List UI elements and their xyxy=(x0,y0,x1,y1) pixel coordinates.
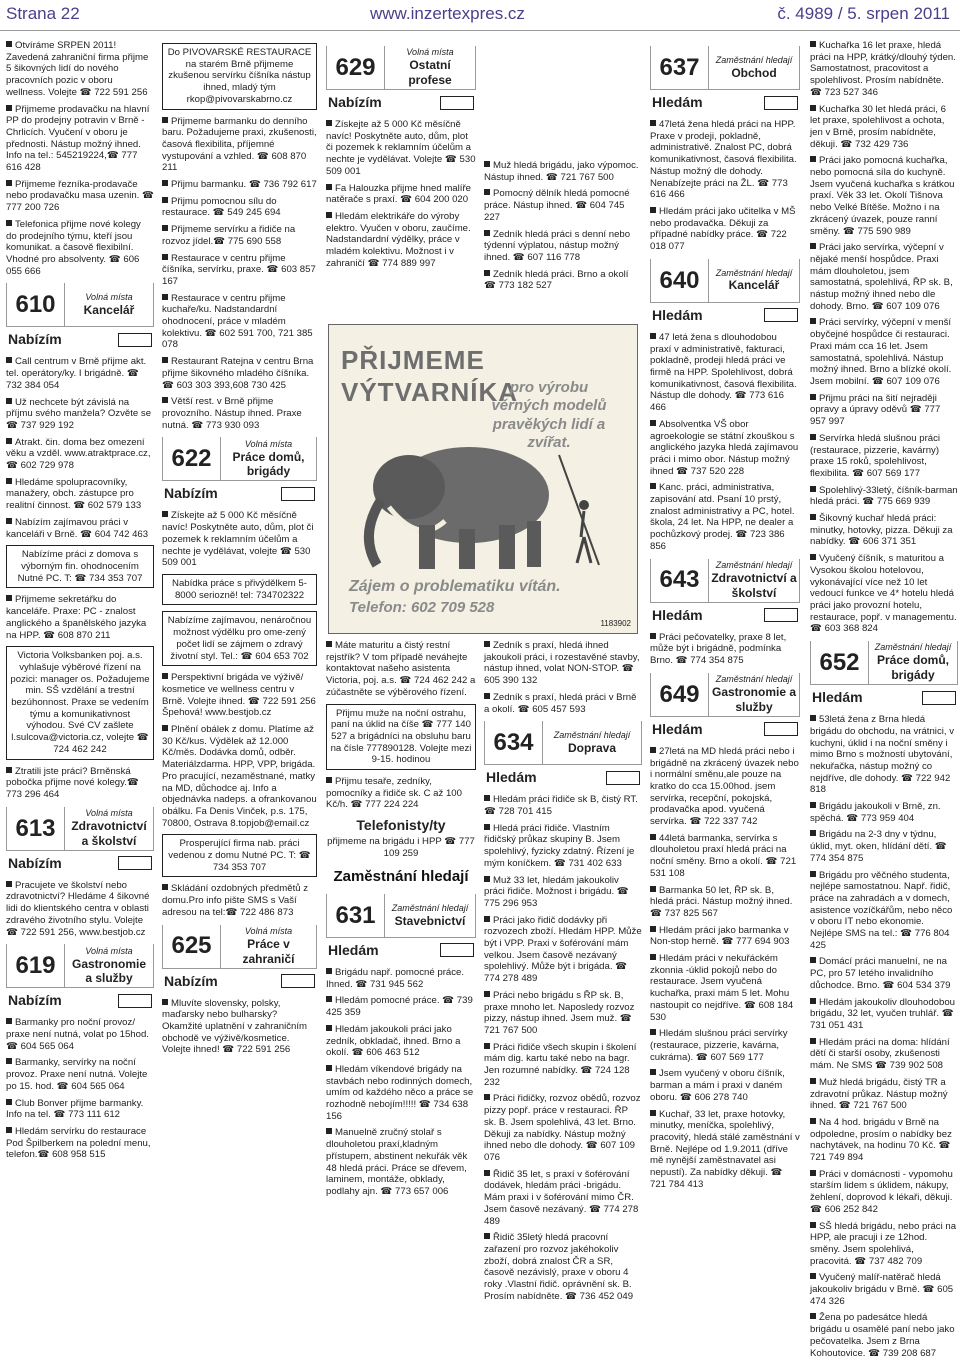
category-649: 649 Zaměstnání hledají Gastronomie a služby Hledám xyxy=(650,673,800,742)
bullet-icon xyxy=(650,420,656,426)
bullet-icon xyxy=(810,1222,816,1228)
bullet-icon xyxy=(326,1128,332,1134)
bullet-icon xyxy=(484,189,490,195)
bullet-icon xyxy=(810,998,816,1004)
category-631: 631 Zaměstnání hledají Stavebnictví Hledám xyxy=(326,894,476,963)
ad-item: Žena po padesátce hledá brigádu u osamělé paní nebo jako pečovatelka. Jsem z Brna Kohoutovice. ☎ 739 208 687 xyxy=(810,1312,955,1359)
arrow-icon xyxy=(764,96,798,110)
category-622: 622 Volná místa Práce domů, brigády Nabízím xyxy=(162,437,317,506)
mammoth-illustration xyxy=(349,425,609,575)
column-2 xyxy=(162,40,317,1318)
ad-item: Hledám elektrikáře do výroby elektro. Vyučen v oboru, zaučíme. Nadstandardní výdělky, práce v mladém kolektivu. Možnost i v zahraničí ☎ 774 889 997 xyxy=(326,211,471,269)
ad-item: 27letá na MD hledá práci nebo i brigádně na zkrácený úvazek nebo i normální směnu,ale pouze na kratko do cca 15.00hod. jsem servírka, recepční, pokojská, prodavačka apod. vyučená servírka. ☎ 722 337 742 xyxy=(650,745,799,828)
ad-item: Hledám práci jako barmanka v Non-stop herně. ☎ 777 694 903 xyxy=(650,924,790,948)
bullet-icon xyxy=(6,1127,12,1133)
arrow-icon xyxy=(764,722,798,736)
category-610: 610 Volná místa Kancelář Nabízím xyxy=(6,283,154,352)
bullet-icon xyxy=(810,243,816,249)
site-url[interactable]: www.inzertexpres.cz xyxy=(370,4,525,23)
poster-subline: pro výrobu věrných modelů pravěkých lidí a zvířat. xyxy=(491,379,607,451)
issue-date: č. 4989 / 5. srpen 2011 xyxy=(777,4,950,23)
ad-item: Kuchařka 30 let hledá práci, 6 let praxe, spolehlivost a ochota, jen v Brně, prosím nabídněte, děkuji. ☎ 732 429 736 xyxy=(810,103,946,150)
ad-item: Práci v domácnosti - vypomohu starším lidem s úklidem, nákupy, žehlení, doprovod k lékaři, děkuji. ☎ 606 252 842 xyxy=(810,1168,953,1215)
bullet-icon xyxy=(484,641,490,647)
ad-item: Barmanka 50 let, ŘP sk. B, hledá práci. Nástup možný ihned. ☎ 737 825 567 xyxy=(650,884,793,919)
ad-item: Přijmeme barmanku do denního baru. Požadujeme praxi, zkušenosti, časová flexibilita, příjemné vystupování a vzhled. ☎ 608 870 211 xyxy=(162,115,317,174)
bullet-icon xyxy=(162,254,168,260)
bullet-icon xyxy=(6,180,12,186)
ad-item: Práci servírky, výčepní v menší obyčejné hospůdce či restauraci. Praxi mám cca 16 let. Jsem samostatná, spolehlivá. Nástup možný ihned. Brno a blízké okolí. Jsem mobilní. ☎ 607 109 076 xyxy=(810,317,952,387)
ad-item: Pracujete ve školství nebo zdravotnictví? Hledáme 4 šikovné lidi do klientského centra v oblasti zdravého životního stylu. Volejte ☎ 722 591 256, www.bestjob.cz xyxy=(6,879,150,938)
bullet-icon xyxy=(484,230,490,236)
ad-item: Hledám pomocné práce. ☎ 739 425 359 xyxy=(326,995,473,1019)
ad-item: Barmanky pro noční provoz/ praxe není nutná, volat po 15hod. ☎ 604 565 064 xyxy=(6,1017,149,1052)
category-619: 619 Volná místa Gastronomie a služby Nabízím xyxy=(6,944,154,1013)
bullet-icon xyxy=(162,117,168,123)
header-rule xyxy=(0,30,960,31)
bullet-icon xyxy=(326,1025,332,1031)
ad-item: SŠ hledá brigádu, nebo práci na HPP, ale pracuji i ze 12hod. směny. Jsem spolehlivá, pracovitá. ☎ 737 482 709 xyxy=(810,1220,957,1267)
telefonisty-ad-line: přijmeme na brigádu i HPP ☎ 777 109 259 xyxy=(327,836,475,859)
bullet-icon xyxy=(484,1170,490,1176)
bullet-icon xyxy=(484,693,490,699)
ad-item: Kuchař, 33 let, praxe hotovky, minutky, meníčka, spolehlivý, pracovitý, hledá stálé zaměstnání v Brně. Nejlépe od 1.9.2011 (dříve mě nynější zaměstnavatel asi nepustí). Za nabídky děkuji. ☎ 721 784 413 xyxy=(650,1108,800,1190)
ad-item: Muž hledá brigádu, čistý TR a zdravotní průkaz. Nástup možný ihned. ☎ 721 767 500 xyxy=(810,1076,948,1112)
bullet-icon xyxy=(484,795,490,801)
bullet-icon xyxy=(162,673,168,679)
bullet-icon xyxy=(810,156,816,162)
ad-item: Hledám jakoukoliv dlouhodobou brigádu, 32 let, vyučen truhlář. ☎ 731 051 431 xyxy=(810,996,956,1031)
category-640: 640 Zaměstnání hledají Kancelář Hledám xyxy=(650,259,800,328)
ad-item: Skládání ozdobných předmětů z domu.Pro info pište SMS s Vaší adresou na tel:☎ 722 486 873 xyxy=(162,883,309,918)
ad-item: Máte maturitu a čistý restní rejstřík? V tom případě neváhejte kontaktovat našeho asistenta Victoria, poj. a.s. ☎ 724 462 242 a zúčastněte se výběrového řízení. xyxy=(326,640,476,698)
ad-item: Fa Halouzka přijme hned malíře natěrače s praxí. ☎ 604 200 020 xyxy=(326,182,471,206)
bullet-icon xyxy=(810,871,816,877)
poster-line-1: Zájem o problematiku vítán. xyxy=(349,578,561,595)
bullet-icon xyxy=(810,41,816,47)
ad-item: Přijmeme servírku a řidiče na rozvoz jídel.☎ 775 690 558 xyxy=(162,224,296,247)
ad-item: Manuelně zručný stolař s dlouholetou praxí,kladným přístupem, abstinent nekuřák věk 48 hledá práci. Práce se dřevem, laminem, montáže, obklady, podlahy ajn. ☎ 773 657 006 xyxy=(326,1127,468,1197)
ad-code: 1183902 xyxy=(600,619,631,629)
ad-item: Hledáme spolupracovníky, manažery, obch. zástupce pro realitní činnost. ☎ 602 579 133 xyxy=(6,476,142,512)
bullet-icon xyxy=(484,1233,490,1239)
bullet-icon xyxy=(650,207,656,213)
bullet-icon xyxy=(650,1110,656,1116)
ad-item: Restaurace v centru přijme kuchaře/ku. Nadstandardní ohodnocení, práce v mladém kolektivu. ☎ 602 591 700, 721 385 078 xyxy=(162,292,313,351)
bullet-icon xyxy=(6,595,12,601)
bullet-icon xyxy=(162,397,168,403)
ad-item: Restaurace v centru přijme číšníka, servírku, praxe. ☎ 603 857 167 xyxy=(162,252,316,287)
bullet-icon xyxy=(484,1043,490,1049)
arrow-icon xyxy=(118,856,152,870)
ad-item: 47 letá žena s dlouhodobou praxí v administrativě, fakturaci, pokladně, prodeji hledá práci ve firmě na HPP. Spolehlivost, dobrá komunikativnost, časová flexibilita. Nástup dle dohody. ☎ 773 616 466 xyxy=(650,331,797,414)
ad-item: Hledám práci jako učitelka v MŠ nebo prodavačka. Děkuji za případné nabídky práce. ☎ 722 018 077 xyxy=(650,206,796,253)
page-number: Strana 22 xyxy=(6,4,80,23)
bullet-icon xyxy=(650,333,656,339)
boxed-ad: Do PIVOVARSKÉ RESTAURACE na starém Brně přijmeme zkušenou servírku číšníka nástup ihned, mladý tým rkop@pivovarskabrno.cz xyxy=(162,43,317,110)
ad-item: Přijmeme prodavačku na hlavní PP do prodejny potravin v Brně - Chrlicích. Vyučení v oboru je přednosti. Nástup možný ihned. Info na tel.: 545219224,☎ 777 616 428 xyxy=(6,103,150,174)
bullet-icon xyxy=(326,212,332,218)
ad-item: Přijmu barmanku. ☎ 736 792 617 xyxy=(162,179,317,191)
ad-item: Hledám práci v nekuřáckém zkonnia -úklid pokojů nebo do restaurace. Jsem vyučená kuchařka, praxi mám 5 let. Mohu nastoupit co nejdříve. ☎ 608 184 530 xyxy=(650,953,794,1023)
arrow-icon xyxy=(281,487,315,501)
bullet-icon xyxy=(326,641,332,647)
bullet-icon xyxy=(650,120,656,126)
ad-item: Restaurant Ratejna v centru Brna přijme šikovného mladého číšníka. ☎ 603 303 393,608 730 425 xyxy=(162,356,314,391)
bullet-icon xyxy=(484,824,490,830)
bullet-icon xyxy=(810,514,816,520)
bullet-icon xyxy=(484,991,490,997)
bullet-icon xyxy=(326,1065,332,1071)
arrow-icon xyxy=(440,96,474,110)
ad-item: Jsem vyučený v oboru číšník, barman a mám i praxi v daném oboru. ☎ 606 278 740 xyxy=(650,1068,785,1103)
ad-item: Spolehlivý-33letý, číšník-barman hledá práci. ☎ 775 669 939 xyxy=(810,484,958,508)
ad-item: Přijmeme sekretářku do kanceláře. Praxe: PC - znalost anglického a španělského jazyka na HPP. ☎ 608 870 211 xyxy=(6,594,147,641)
bullet-icon xyxy=(810,1170,816,1176)
bullet-icon xyxy=(6,41,12,47)
bullet-icon xyxy=(6,767,12,773)
bullet-icon xyxy=(484,161,490,167)
bullet-icon xyxy=(6,1058,12,1064)
ad-item: Větší rest. v Brně přijme provozního. Nástup ihned. Praxe nutná. ☎ 773 930 093 xyxy=(162,396,302,431)
ad-item: Práci jako pomocná kuchařka, nebo pomocná síla do kuchyně. Jsem vyučená kuchařka s krátkou praxí. Věk 33 let. Okolí Tišnova nebo Velké Bítěše. Možno i na zkrácený úvazek, pouze ranní směny. ☎ 775 590 989 xyxy=(810,155,955,237)
category-613: 613 Volná místa Zdravotnictví a školství Nabízím xyxy=(6,807,154,876)
bullet-icon xyxy=(6,357,12,363)
category-634: 634 Zaměstnání hledají Doprava Hledám xyxy=(484,721,642,790)
ad-item: Přijmu tesaře, zedníky, pomocníky a řidiče sk. C až 100 Kč/h. ☎ 777 224 224 xyxy=(326,776,462,811)
ad-item: Mluvíte slovensky, polsky, maďarsky nebo bulharsky? Okamžité uplatnění v zahraničním obchodě ve výživě/kosmetice. Volejte ihned! ☎ 722 591 256 xyxy=(162,997,308,1056)
poster-ad xyxy=(328,324,638,634)
bullet-icon xyxy=(810,715,816,721)
bullet-icon xyxy=(650,483,656,489)
column-6 xyxy=(810,40,958,1359)
bullet-icon xyxy=(162,225,168,231)
ad-item: Hledám práci na doma: hlídání dětí či starší osoby, zkušenosti mám. Ne SMS ☎ 739 902 508 xyxy=(810,1036,950,1072)
boxed-ad: Nabídka práce s přivýdělkem 5-8000 seriozně! tel: 734702322 xyxy=(162,574,317,605)
ad-item: 44letá barmanka, servírka s dlouholetou praxí hledá práci na noční směny. Brno a okolí. ☎ 721 531 108 xyxy=(650,832,797,879)
bullet-icon xyxy=(326,968,332,974)
ad-item: Ztratili jste práci? Brněnská pobočka přijme nové kolegy.☎ 773 296 464 xyxy=(6,765,139,800)
ad-item: Řidič 35 let, s praxí v šoférování dodávek, hledám práci -brigádu. Mám praxi i v šoférování mimo ČR. Jsem časově nezávaný. ☎ 774 278 489 xyxy=(484,1168,639,1227)
ad-item: Atrakt. čin. doma bez omezení věku a vzděl. www.atraktprace.cz, ☎ 602 729 978 xyxy=(6,436,151,472)
ad-item: Zedník hledá práci s denní nebo týdenní výplatou, nástup možný ihned. ☎ 607 116 778 xyxy=(484,228,631,263)
ad-item: Absolventka VŠ obor agroekologie se státní zkouškou s anglického jazyka hledá zajímavou práci i mimo obor. Nástup možný ihned ☎ 737 520 228 xyxy=(650,418,799,477)
ad-item: Přijmu pomocnou sílu do restaurace. ☎ 549 245 694 xyxy=(162,195,281,219)
bullet-icon xyxy=(6,1018,12,1024)
ad-item: Práci řidičky, rozvoz obědů, rozvoz pizzy popř. práce v restauraci. ŘP sk. B. Jsem spolehlivá, 43 let. Brno. Děkuji za nabídky. Nástup možný ihned nebo dle dohody. ☎ 607 109 076 xyxy=(484,1093,641,1163)
ad-item: Vyučený číšník, s maturitou a Vysokou školou hotelovou, vykonávající více než 10 let vedoucí funkce ve 4* hotelu hledá práci jako provozní hotelu, restaurace, popř. v managementu. ☎ 603 368 824 xyxy=(810,553,957,635)
bullet-icon xyxy=(326,120,332,126)
ad-item: Přijmu práci na šití nejraději opravy a úpravy oděvů ☎ 777 957 997 xyxy=(810,392,941,428)
bullet-icon xyxy=(810,802,816,808)
bullet-icon xyxy=(162,357,168,363)
poster-phone[interactable]: Telefon: 602 709 528 xyxy=(349,599,495,616)
ad-item: 53letá žena z Brna hledá brigádu do obchodu, na vrátnici, v kuchyni, úklid i na noční směny i mimo Brno s možností ubytování, nekuřačka, nástup možný co nejdříve, dle dohody. ☎ 722 942 818 xyxy=(810,714,954,796)
ad-item: Brigádu pro věčného studenta, nejlépe samostatnou. Např. řidič, práce na zahradách a v domech, asistence vozíčkářům, nebo něco v oboru IT nebo ekonomie. Nejlépe SMS na tel.: ☎ 776 804 425 xyxy=(810,869,953,951)
bullet-icon xyxy=(6,105,12,111)
ad-item: Hledám jakoukoli práci jako zedník, obkladač, ihned. Brno a okolí. ☎ 606 463 512 xyxy=(326,1023,461,1059)
bullet-icon xyxy=(810,554,816,560)
ad-item: Zedník s praxí, hledá ihned jakoukoli práci, i rozestavěné stavby, nástup ihned, volat NON-STOP. ☎ 605 390 132 xyxy=(484,640,640,687)
ad-item: Brigádu např. pomocné práce. Ihned. ☎ 731 945 562 xyxy=(326,967,465,990)
bullet-icon xyxy=(162,294,168,300)
poster-headline: PŘIJMEME VÝTVARNÍKA xyxy=(341,345,519,407)
bullet-icon xyxy=(650,747,656,753)
bullet-icon xyxy=(6,1099,12,1105)
ad-item: Call centrum v Brně přijme akt. tel. operátory/ky. I brigádně. ☎ 732 384 054 xyxy=(6,356,147,391)
bullet-icon xyxy=(6,438,12,444)
boxed-ad: Nabízíme zajímavou, nenáročnou možnost výdělku pro ome-zený počet lidí se zájmem o zdravý životní styl. Tel.: ☎ 604 653 702 xyxy=(162,611,317,666)
category-629: 629 Volná místa Ostatní profese Nabízím xyxy=(326,46,476,115)
bullet-icon xyxy=(162,511,168,517)
ad-item: Pomocný dělník hledá pomocné práce. Nástup ihned. ☎ 604 745 227 xyxy=(484,188,630,223)
telefonisty-ad-title: Telefonisty/ty xyxy=(356,817,446,834)
bullet-icon xyxy=(326,996,332,1002)
bullet-icon xyxy=(650,886,656,892)
column-3-lower xyxy=(326,640,476,1318)
bullet-icon xyxy=(810,486,816,492)
bullet-icon xyxy=(810,957,816,963)
ad-item: Už nechcete být závislá na příjmu svého manžela? Ozvěte se ☎ 737 929 192 xyxy=(6,396,152,431)
bullet-icon xyxy=(650,954,656,960)
ad-item: Práci jako řidič dodávky při rozvozech zboží. Hledám HPP. Může být i VPP. Praxi v šoférování mám velkou. Jsem časově nezávaný spolehlivý. Může být i brigáda. ☎ 774 278 489 xyxy=(484,914,642,985)
ad-item: Club Bonver přijme barmanky. Info na tel. ☎ 773 111 612 xyxy=(6,1097,144,1121)
ad-item: Otvíráme SRPEN 2011! Zavedená zahraniční firma přijme 5 šikovných lidí do nového pracovních pozic v oboru wellness. Volejte ☎ 722 591 256 xyxy=(6,40,149,98)
bullet-icon xyxy=(810,1078,816,1084)
bullet-icon xyxy=(650,1029,656,1035)
bullet-icon xyxy=(650,1069,656,1075)
column-1 xyxy=(6,40,154,1318)
category-637: 637 Zaměstnání hledají Obchod Hledám xyxy=(650,46,800,115)
ad-item: Práci pečovatelky, praxe 8 let, může být i brigádně, podmínka Brno. ☎ 774 354 875 xyxy=(650,631,787,667)
column-4-lower xyxy=(484,640,642,1318)
ad-item: Kanc. práci, administrativa, zapisování atd. Psaní 10 prstý, znalost administrativy a PC, hotel. škola, 24 let. Na HPP, ne dealer a pochůzkový prodej. ☎ 723 386 856 xyxy=(650,482,795,552)
bullet-icon xyxy=(6,478,12,484)
bullet-icon xyxy=(6,881,12,887)
bullet-icon xyxy=(810,1273,816,1279)
bullet-icon xyxy=(6,398,12,404)
arrow-icon xyxy=(764,608,798,622)
ad-item: Hledám víkendové brigády na stavbách nebo rodinných domech, umím od každého něco a práce se rozhodně nebojím!!!!! ☎ 734 638 156 xyxy=(326,1063,474,1122)
bullet-icon xyxy=(162,999,168,1005)
bullet-icon xyxy=(810,394,816,400)
column-4-top xyxy=(484,160,642,320)
boxed-ad: Prosperující firma nab. práci vedenou z domu Nutné PC. T: ☎ 734 353 707 xyxy=(162,834,317,877)
ad-item: Přijmeme řezníka-prodavače nebo prodavačku masa uzenin. ☎ 777 200 726 xyxy=(6,178,154,214)
bullet-icon xyxy=(810,318,816,324)
ad-item: Servírka hledá slušnou práci (restaurace, pizzerie, kavárny) praxe 15 roků, spolehlivost, flexibilita. ☎ 607 569 177 xyxy=(810,432,941,479)
ad-item: Práci řidiče všech skupin i školení mám dig. kartu také nebo na bagr. Jen rozumné nabídky. ☎ 724 128 232 xyxy=(484,1041,637,1088)
bullet-icon xyxy=(162,725,168,731)
bullet-icon xyxy=(326,777,332,783)
bullet-icon xyxy=(810,1038,816,1044)
ad-item: Kuchařka 16 let praxe, hledá práci na HPP, krátký/dlouhý týden. Samostatnost, pracovitost a spolehlivost. Prosím nabídněte. ☎ 723 527 346 xyxy=(810,40,956,98)
ad-item: Hledám servírku do restaurace Pod Špilberkem na polední menu, telefon.☎ 608 958 515 xyxy=(6,1125,151,1161)
bullet-icon xyxy=(162,197,168,203)
bullet-icon xyxy=(484,270,490,276)
ad-item: Šikovný kuchař hledá práci: minutky, hotovky, pizza. Děkuji za nabídky. ☎ 606 371 351 xyxy=(810,513,953,548)
bullet-icon xyxy=(650,633,656,639)
bullet-icon xyxy=(650,926,656,932)
arrow-icon xyxy=(281,974,315,988)
ad-item: Na 4 hod. brigádu v Brně na odpoledne, prosím o nabídky bez nachytávek, na hodinu 70 Kč. ☎ 721 749 894 xyxy=(810,1116,952,1164)
ad-item: Muž 33 let, hledám jakoukoliv práci řidiče. Možnost i brigádu. ☎ 775 296 953 xyxy=(484,874,629,909)
boxed-ad: Victoria Volksbanken poj. a.s. vyhlašuje výběrové řízení na pozici: manager os. Požadujeme min. SŠ vzdělání a trestní bezúhonnost. Praxe se vedením týmu a komunikativnost výhodou. Své CV zašlete l.sulcova@victoria.cz, volejte ☎ 724 462 242 xyxy=(6,646,154,759)
arrow-icon xyxy=(118,333,152,347)
ad-item: Hledám práci řidiče sk B, čistý RT. ☎ 728 701 415 xyxy=(484,794,638,817)
bullet-icon xyxy=(484,876,490,882)
bullet-icon xyxy=(326,184,332,190)
arrow-icon xyxy=(764,308,798,322)
ad-item: Plnění obálek z domu. Platíme až 30 Kč/kus. Výdělek až 12.000 Kč/měs. Dodávka domů, odběr. Materiálzdarma. HPP, VPP, brigáda. Pro pracující, nezaměstnané, matky na MD, důchodce aj. Info a objednávka nadeps. a ofrankovanou obálku. Fa Denis Vinček, p.s. 175, 70800, Ostrava 8.topjob@email.cz xyxy=(162,724,317,829)
bullet-icon xyxy=(162,884,168,890)
arrow-icon xyxy=(440,943,474,957)
bullet-icon xyxy=(810,105,816,111)
bullet-icon xyxy=(484,1094,490,1100)
ad-item: Barmanky, servírky na noční provoz. Praxe není nutná. Volejte po 15. hod. ☎ 604 565 064 xyxy=(6,1057,148,1092)
ad-item: Řidič 35letý hledá pracovní zařazení pro rozvoz jakéhokoliv zboží, dobrá znalost ČR a SR, časově nezávislý, praxe v oboru 4 roky .Vlastní řidič. oprávnění sk. B. Prosím nabídněte. ☎ 736 452 049 xyxy=(484,1232,634,1302)
ad-item: Nabízím zajímavou práci v kanceláři v Brně. ☎ 604 742 463 xyxy=(6,516,149,540)
bullet-icon xyxy=(484,916,490,922)
ad-item: Práci jako servírka, výčepní v nějaké menší hospůdce. Praxi mám dlouholetou, jsem samostatná, spolehlivá, ŘP sk. B, nástup možný ihned nebo dle dohody. Brno. ☎ 607 109 076 xyxy=(810,242,953,312)
arrow-icon xyxy=(118,994,152,1008)
bullet-icon xyxy=(810,1313,816,1319)
ad-item: Brigádu jakoukoli v Brně, zn. spěchá. ☎ 773 959 404 xyxy=(810,801,941,824)
ad-item: Zedník hledá práci. Brno a okolí ☎ 773 182 527 xyxy=(484,268,629,292)
category-652: 652 Zaměstnání hledají Práce domů, brigády Hledám xyxy=(810,641,958,710)
bullet-icon xyxy=(162,180,168,186)
column-5 xyxy=(650,40,800,1318)
ad-item: Brigádu na 2-3 dny v týdnu, úklid, myt. oken, hlídání dětí. ☎ 774 354 875 xyxy=(810,829,947,864)
page-header xyxy=(0,0,960,36)
ad-item: Hledá práci řidiče. Vlastním řidičský průkaz skupiny B. Jsem spolehlivý, fyzicky zdatný. Řízení je mým koníčkem. ☎ 731 402 633 xyxy=(484,822,635,869)
category-625: 625 Volná místa Práce v zahraničí Nabízím xyxy=(162,925,317,994)
boxed-ad: Přijmu muže na noční ostrahu, paní na úklid na číše ☎ 777 140 527 a brigádníci na obsluhu baru na čísle 777890128. Volejte mezi 9-15. hodinou xyxy=(326,704,476,771)
ad-item: Domácí práci manuelní, ne na PC, pro 57 letého invalidního důchodce. Brno. ☎ 604 534 379 xyxy=(810,956,951,991)
ad-item: Získejte až 5 000 Kč měsíčně navíc! Poskytněte auto, dům, plot či pozemek k reklamním účelům a nechte je vydělávat. Volejte ☎ 530 509 001 xyxy=(326,119,476,177)
bullet-icon xyxy=(810,1118,816,1124)
ad-item: 47letá žena hledá práci na HPP. Praxe v prodeji, pokladně, administrativě. Znalost PC, dobrá komunikativnost, časová flexibilita. Nástup možný dle dohody. Nenabízejte práci na ŽL. ☎ 773 616 466 xyxy=(650,119,797,201)
ad-item: Získejte až 5 000 Kč měsíčně navíc! Poskytněte auto, dům, plot či pozemek k reklamním účelům a nechte je vydělávat, volejte ☎ 530 509 001 xyxy=(162,510,314,569)
ad-item: Perspektivní brigáda ve výživě/ kosmetice ve wellness centru v Brně. Volejte ihned. ☎ 722 591 256 Špehová! www.bestjob.cz xyxy=(162,672,316,719)
ad-item: Muž hledá brigádu, jako výpomoc. Nástup ihned. ☎ 721 767 500 xyxy=(484,160,639,183)
bullet-icon xyxy=(810,434,816,440)
ad-item: Vyučený malíř-natěrač hledá jakoukoliv brigádu v Brně. ☎ 605 474 326 xyxy=(810,1272,954,1307)
ad-item: Telefonica přijme nové kolegy do prodejního týmu, kteří jsou komunikat. a časově flexibilní. Vhodné pro absolventy. ☎ 606 055 666 xyxy=(6,218,141,277)
ad-item: Hledám slušnou práci servírky (restaurace, pizzerie, kavárna, cukrárna). ☎ 607 569 177 xyxy=(650,1028,788,1063)
arrow-icon xyxy=(922,691,956,705)
bullet-icon xyxy=(810,830,816,836)
bullet-icon xyxy=(650,834,656,840)
bullet-icon xyxy=(6,518,12,524)
ad-item: Práci nebo brigádu s ŘP sk. B, praxe mnoho let. Naposledy rozvoz pizzy, nástup ihned. Jsem muž. ☎ 721 767 500 xyxy=(484,989,635,1036)
section-title: Zaměstnání hledají xyxy=(333,867,469,885)
arrow-icon xyxy=(606,771,640,785)
bullet-icon xyxy=(6,220,12,226)
boxed-ad: Nabízíme práci z domova s výborným fin. ohodnocením Nutné PC. T: ☎ 734 353 707 xyxy=(6,545,154,588)
category-643: 643 Zaměstnání hledají Zdravotnictví a školství Hledám xyxy=(650,559,800,628)
ad-item: Zedník s praxí, hledá práci v Brně a okolí. ☎ 605 457 593 xyxy=(484,691,637,715)
